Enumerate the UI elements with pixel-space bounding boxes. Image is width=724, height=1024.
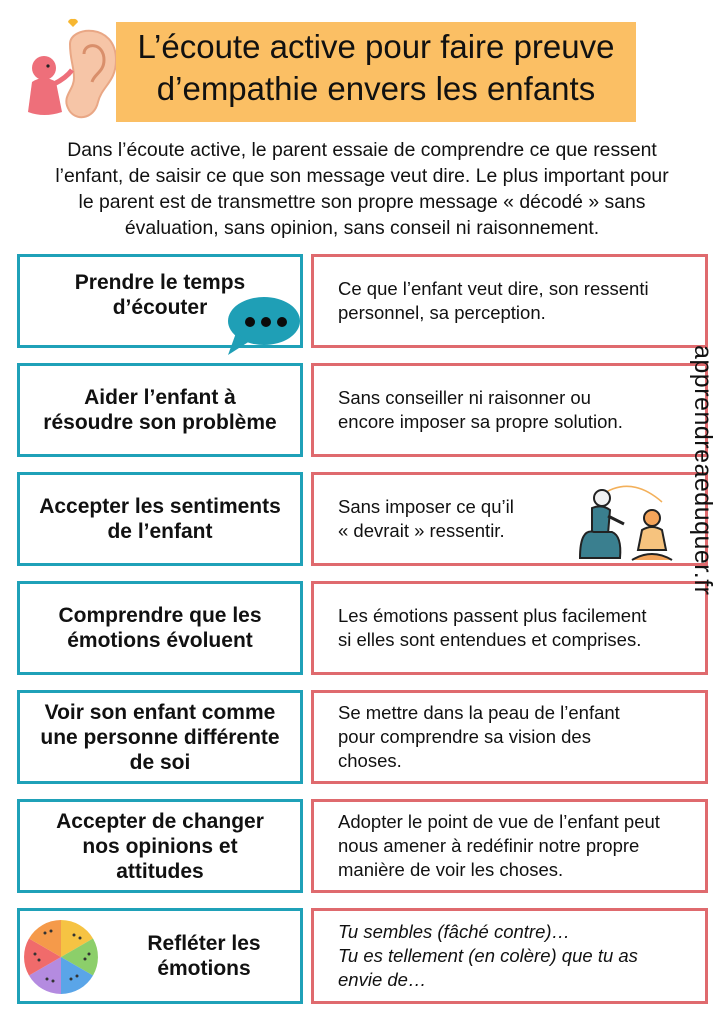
explanation-box <box>311 363 708 457</box>
ear-listening-icon <box>24 16 119 128</box>
principle-box <box>17 472 303 566</box>
principle-title: Accepter les sentiments de l’enfant <box>39 495 281 543</box>
explanation-text: Les émotions passent plus facilement si elles sont entendues et comprises. <box>338 605 647 650</box>
explanation-text: Tu sembles (fâché contre)… Tu es tellement (en colère) que tu as envie de… <box>338 921 638 990</box>
principle-title: Comprendre que les émotions évoluent <box>58 604 262 652</box>
intro-line-2: l’enfant, de saisir ce que son message veut dire. Le plus important pour <box>55 165 669 187</box>
explanation-text: Se mettre dans la peau de l’enfant pour comprendre sa vision des choses. <box>338 702 620 771</box>
principle-title: Voir son enfant comme une personne différente de soi <box>40 700 280 774</box>
principle-box <box>17 799 303 893</box>
explanation-text: Sans imposer ce qu’il « devrait » ressentir. <box>338 496 514 541</box>
principle-title: Refléter les émotions <box>147 932 261 980</box>
intro-text <box>14 137 710 241</box>
page-title <box>116 26 636 110</box>
explanation-text: Adopter le point de vue de l’enfant peut nous amener à redéfinir notre propre manière de voir les choses. <box>338 811 660 880</box>
intro-line-1: Dans l’écoute active, le parent essaie de comprendre ce que ressent <box>67 139 657 161</box>
explanation-box <box>311 690 708 784</box>
explanation-text: Ce que l’enfant veut dire, son ressenti personnel, sa perception. <box>338 278 649 323</box>
adult-child-conversation-icon <box>572 478 680 566</box>
principle-box <box>17 690 303 784</box>
principle-title: Accepter de changer nos opinions et attitudes <box>56 809 264 883</box>
principle-box <box>17 581 303 675</box>
explanation-box <box>311 254 708 348</box>
emotion-wheel-icon <box>22 918 100 996</box>
principle-title: Aider l’enfant à résoudre son problème <box>43 386 277 434</box>
explanation-text: Sans conseiller ni raisonner ou encore imposer sa propre solution. <box>338 387 623 432</box>
website-watermark: apprendreaeduquer.fr <box>689 345 717 596</box>
principle-title: Prendre le temps d’écouter <box>74 271 246 319</box>
explanation-box <box>311 908 708 1004</box>
explanation-box <box>311 581 708 675</box>
intro-line-3: le parent est de transmettre son propre message « décodé » sans <box>78 191 646 213</box>
principle-box <box>17 363 303 457</box>
intro-line-4: évaluation, sans opinion, sans conseil ni raisonnement. <box>124 217 600 239</box>
title-line-1: L’écoute active pour faire preuve <box>137 28 615 65</box>
explanation-box <box>311 799 708 893</box>
speech-bubble-icon <box>222 293 302 359</box>
title-line-2: d’empathie envers les enfants <box>156 70 596 107</box>
